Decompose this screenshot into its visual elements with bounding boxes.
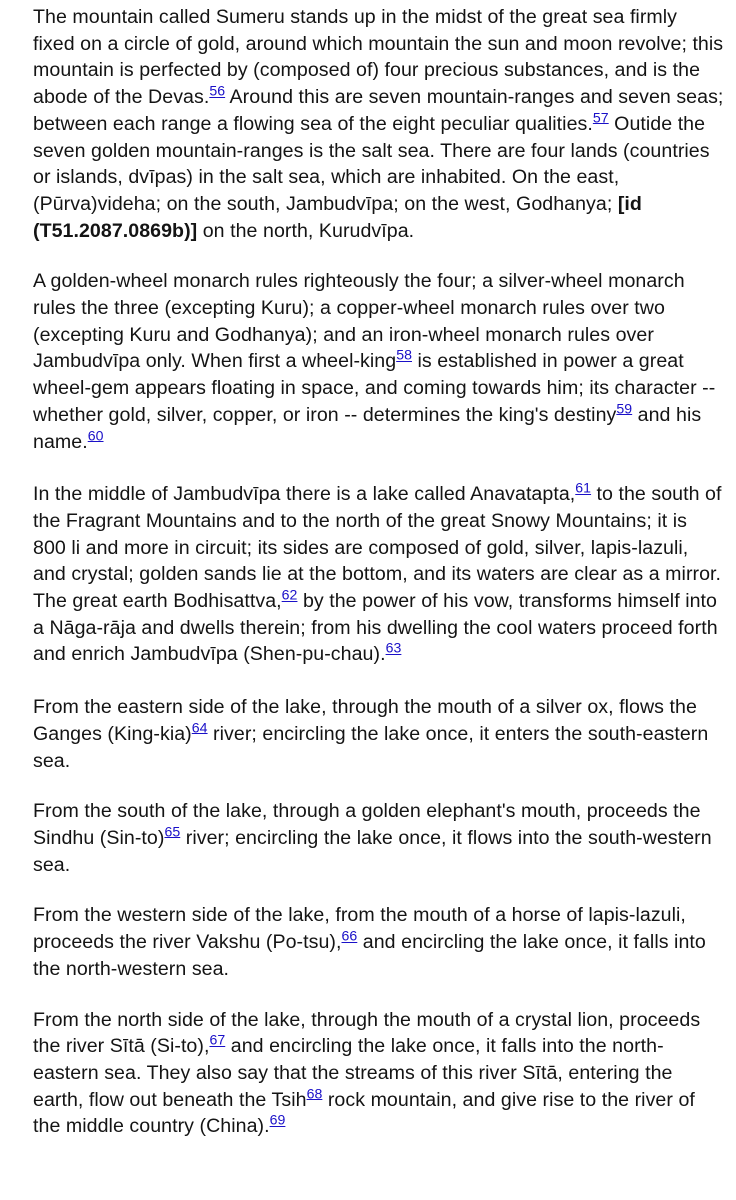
paragraph-text: to the south of the Fragrant Mountains and to the north of the great Snowy Mountains; it is 800 li and more in circuit; its sides are composed of gold, silver, lapis-lazuli, and crystal; golden sands lie at the bottom, and its waters are clear as a mirror. The great earth Bodhisattva, <box>33 483 722 613</box>
paragraph-text: The mountain called Sumeru stands up in the midst of the great sea firmly fixed on a circle of gold, around which mountain the sun and moon revolve; this mountain is perfected by (composed of) four precious substances, and is the abode of the Devas. <box>33 6 724 109</box>
paragraph-text: is established in power a great wheel-gem appears floating in space, and coming towards him; its character -- whether gold, silver, copper, or iron -- determines the king's destiny <box>33 350 716 426</box>
paragraph-sita <box>33 1007 724 1141</box>
paragraph-vakshu <box>33 902 724 982</box>
paragraph-text: by the power of his vow, transforms himself into a Nāga-rāja and dwells therein; from his dwelling the cool waters proceed forth and enrich Jambudvīpa (Shen-pu-chau). <box>33 590 718 666</box>
paragraph-sindhu <box>33 798 724 878</box>
footnote-link-65[interactable]: 65 <box>164 823 181 840</box>
footnote-link-57[interactable]: 57 <box>592 109 609 126</box>
paragraph-text: and his name. <box>33 403 702 453</box>
footnote-link-69[interactable]: 69 <box>269 1111 286 1128</box>
paragraph-ganges <box>33 694 724 774</box>
paragraph-text: From the north side of the lake, through the mouth of a crystal lion, proceeds the river Sītā (Si-to), <box>33 1008 701 1058</box>
paragraph-text: river; encircling the lake once, it flows into the south-western sea. <box>33 826 712 876</box>
paragraph-text: Outide the seven golden mountain-ranges is the salt sea. There are four lands (countries or islands, dvīpas) in the salt sea, which are inhabited. On the east, (Pūrva)videha; on the south, Jambudvīpa; on the west, Godhanya; <box>33 112 710 215</box>
paragraph-text: A golden-wheel monarch rules righteously the four; a silver-wheel monarch rules the three (excepting Kuru); a copper-wheel monarch rules over two (excepting Kuru and Godhanya); and an iron-wheel monarch rules over Jambudvīpa only. When first a wheel-king <box>33 270 685 373</box>
source-reference: [id (T51.2087.0869b)] <box>33 192 642 242</box>
footnote-link-63[interactable]: 63 <box>385 639 402 656</box>
footnote-link-66[interactable]: 66 <box>341 927 358 944</box>
footnote-link-60[interactable]: 60 <box>87 427 104 444</box>
paragraph-text: and encircling the lake once, it falls into the north-western sea. <box>33 931 706 980</box>
paragraph-sumeru <box>33 4 724 244</box>
paragraph-text: river; encircling the lake once, it enters the south-eastern sea. <box>33 722 709 772</box>
paragraph-text: From the south of the lake, through a golden elephant's mouth, proceeds the Sindhu (Sin-to) <box>33 800 701 849</box>
paragraph-anavatapta <box>33 481 724 668</box>
paragraph-text: From the eastern side of the lake, through the mouth of a silver ox, flows the Ganges (King-kia) <box>33 696 697 745</box>
footnote-link-61[interactable]: 61 <box>575 479 592 496</box>
paragraph-text: From the western side of the lake, from the mouth of a horse of lapis-lazuli, proceeds the river Vakshu (Po-tsu), <box>33 904 686 954</box>
paragraph-text: and encircling the lake once, it falls into the north-eastern sea. They also say that the streams of this river Sītā, entering the earth, flow out beneath the Tsih <box>33 1035 673 1111</box>
footnote-link-68[interactable]: 68 <box>306 1085 323 1102</box>
paragraph-wheel-monarch <box>33 268 724 455</box>
paragraph-text: In the middle of Jambudvīpa there is a lake called Anavatapta, <box>33 483 576 506</box>
footnote-link-67[interactable]: 67 <box>209 1031 226 1048</box>
footnote-link-59[interactable]: 59 <box>616 400 633 417</box>
footnote-link-62[interactable]: 62 <box>281 586 298 603</box>
footnote-link-56[interactable]: 56 <box>209 82 226 99</box>
paragraph-text: on the north, Kurudvīpa. <box>197 219 415 242</box>
paragraph-text: Around this are seven mountain-ranges and seven seas; between each range a flowing sea of the eight peculiar qualities. <box>33 86 724 135</box>
footnote-link-58[interactable]: 58 <box>396 346 412 363</box>
footnote-link-64[interactable]: 64 <box>191 719 208 736</box>
paragraph-text: rock mountain, and give rise to the river of the middle country (China). <box>33 1088 695 1138</box>
